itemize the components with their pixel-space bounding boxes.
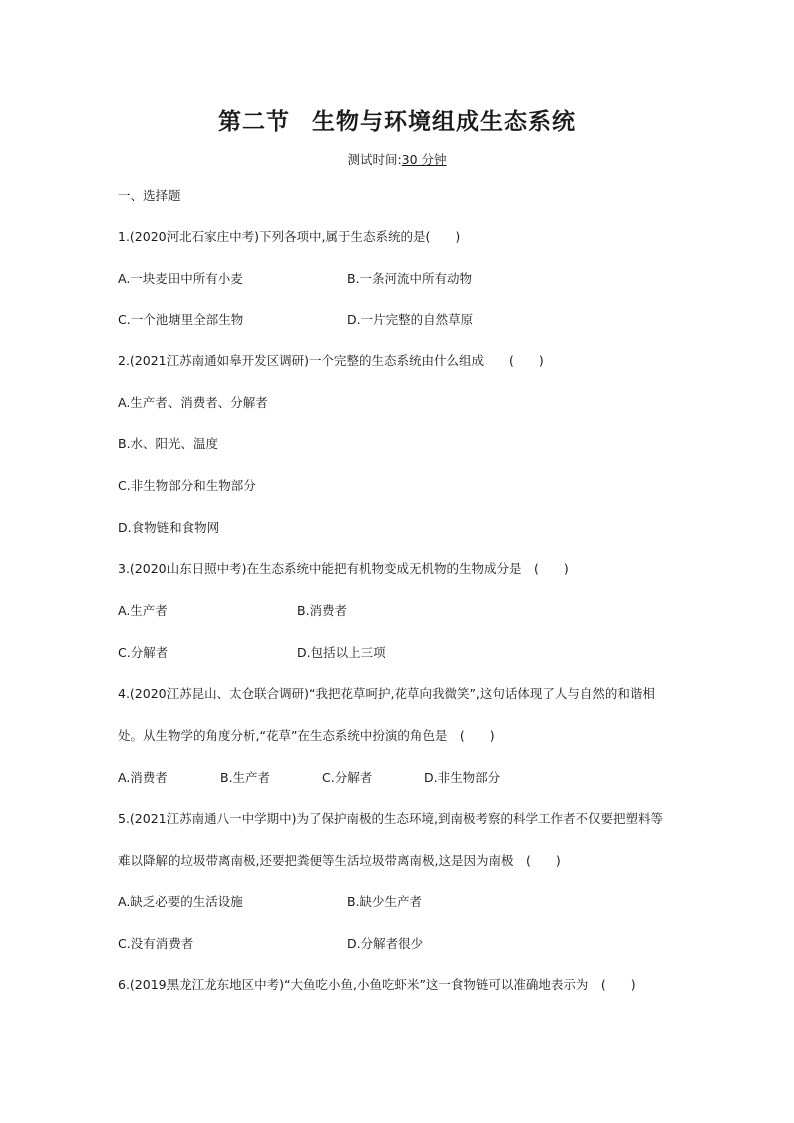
question-5-stem-line-1: 5.(2021江苏南通八一中学期中)为了保护南极的生态环境,到南极考察的科学工作者不仅要把塑料等 xyxy=(118,811,663,826)
question-4-option-a: A.消费者 xyxy=(118,770,168,785)
question-1-option-b: B.一条河流中所有动物 xyxy=(347,271,473,286)
question-5-option-a: A.缺乏必要的生活设施 xyxy=(118,894,243,909)
question-6-stem: 6.(2019黑龙江龙东地区中考)“大鱼吃小鱼,小鱼吃虾米”这一食物链可以准确地表示为 ( ) xyxy=(118,977,636,992)
question-3-option-a: A.生产者 xyxy=(118,603,168,618)
question-3-option-c: C.分解者 xyxy=(118,645,169,660)
question-2-option-b: B.水、阳光、温度 xyxy=(118,436,219,451)
question-2-option-c: C.非生物部分和生物部分 xyxy=(118,478,256,493)
section-heading: 一、选择题 xyxy=(118,188,181,203)
question-5-stem-line-2: 难以降解的垃圾带离南极,还要把粪便等生活垃圾带离南极,这是因为南极 ( ) xyxy=(118,853,561,868)
test-time xyxy=(0,150,794,168)
question-2-option-d: D.食物链和食物网 xyxy=(118,520,220,535)
question-4-stem-line-2: 处。从生物学的角度分析,“花草”在生态系统中扮演的角色是 ( ) xyxy=(118,728,495,743)
question-4-stem-line-1: 4.(2020江苏昆山、太仓联合调研)“我把花草呵护,花草向我微笑”,这句话体现了人与自然的和谐相 xyxy=(118,686,655,701)
question-5-option-d: D.分解者很少 xyxy=(347,936,424,951)
title-section-number: 第二节 xyxy=(218,109,290,135)
test-time-label: 测试时间: xyxy=(347,152,402,167)
question-5-option-b: B.缺少生产者 xyxy=(347,894,423,909)
question-1-option-c: C.一个池塘里全部生物 xyxy=(118,312,244,327)
question-1-stem: 1.(2020河北石家庄中考)下列各项中,属于生态系统的是( ) xyxy=(118,229,461,244)
title-topic: 生物与环境组成生态系统 xyxy=(312,109,576,135)
question-5-option-c: C.没有消费者 xyxy=(118,936,194,951)
page-title xyxy=(0,103,794,136)
question-2-stem: 2.(2021江苏南通如皋开发区调研)一个完整的生态系统由什么组成 ( ) xyxy=(118,353,544,368)
question-3-option-b: B.消费者 xyxy=(297,603,348,618)
test-time-value: 30 分钟 xyxy=(401,152,447,167)
question-4-option-b: B.生产者 xyxy=(220,770,271,785)
question-1-option-d: D.一片完整的自然草原 xyxy=(347,312,474,327)
question-4-option-c: C.分解者 xyxy=(322,770,373,785)
question-1-option-a: A.一块麦田中所有小麦 xyxy=(118,271,243,286)
question-3-stem: 3.(2020山东日照中考)在生态系统中能把有机物变成无机物的生物成分是 ( ) xyxy=(118,561,569,576)
question-2-option-a: A.生产者、消费者、分解者 xyxy=(118,395,268,410)
question-4-option-d: D.非生物部分 xyxy=(424,770,501,785)
question-3-option-d: D.包括以上三项 xyxy=(297,645,386,660)
